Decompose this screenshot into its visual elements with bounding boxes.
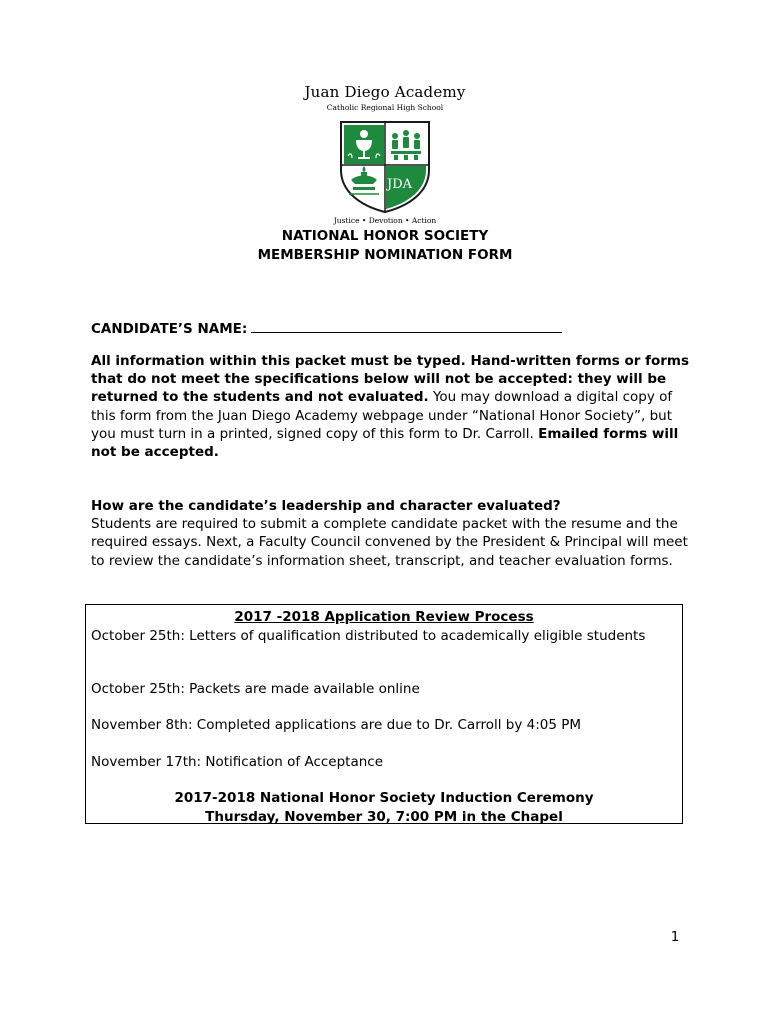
school-motto: Justice • Devotion • Action	[333, 216, 437, 225]
candidate-name-field[interactable]	[251, 318, 562, 333]
evaluation-paragraph	[91, 497, 691, 570]
form-title	[0, 227, 770, 265]
instructions-body: You may download a digital copy of this form from the Juan Diego Academy webpage under “National Honor Society”, but you must turn in a printed, signed copy of this form to Dr. Carroll.	[91, 389, 673, 442]
crest-monogram: JDA	[387, 177, 413, 192]
process-item: October 25th: Packets are made available online	[91, 681, 420, 697]
process-item: October 25th: Letters of qualification distributed to academically eligible students	[91, 628, 646, 644]
review-process-box	[85, 604, 683, 824]
school-logo	[270, 82, 500, 226]
school-subtitle: Catholic Regional High School	[326, 103, 444, 112]
people-icon	[391, 130, 421, 160]
evaluation-question: How are the candidate’s leadership and character evaluated?	[91, 498, 561, 514]
evaluation-answer: Students are required to submit a complete candidate packet with the resume and the required essays. Next, a Faculty Council convened by the President & Principal will meet to review the candidate’s information sheet, transcript, and teacher evaluation forms.	[91, 516, 688, 569]
process-item: November 17th: Notification of Acceptance	[91, 754, 384, 770]
instructions-bold-intro: All information within this packet must be typed. Hand-written forms or forms that do not meet the specifications below will not be accepted: they will be returned to the students and not evaluated.	[91, 353, 690, 406]
crest-icon	[337, 118, 433, 214]
process-item: November 8th: Completed applications are due to Dr. Carroll by 4:05 PM	[91, 717, 582, 733]
instructions-bold-outro: Emailed forms will not be accepted.	[91, 425, 679, 461]
ceremony-line2: Thursday, November 30, 7:00 PM in the Chapel	[205, 809, 563, 825]
candidate-name-label: CANDIDATE’S NAME:	[91, 321, 248, 337]
instructions-paragraph	[91, 352, 691, 461]
form-title-line2: MEMBERSHIP NOMINATION FORM	[257, 247, 513, 263]
ceremony-line1: 2017-2018 National Honor Society Induction Ceremony	[174, 790, 594, 806]
school-name: Juan Diego Academy	[304, 83, 466, 101]
induction-ceremony	[86, 789, 682, 827]
review-process-heading: 2017 -2018 Application Review Process	[234, 609, 534, 625]
form-title-line1: NATIONAL HONOR SOCIETY	[281, 228, 489, 244]
page-number: 1	[670, 929, 680, 945]
candidate-name-row	[91, 318, 562, 339]
